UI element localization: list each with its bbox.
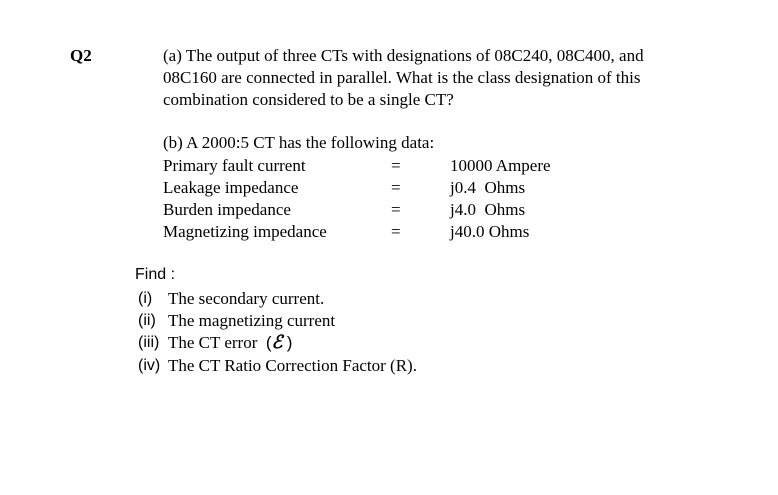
row-value-magnetizing-impedance: j40.0 Ohms (450, 222, 530, 241)
row-label-magnetizing-impedance: Magnetizing impedance (163, 222, 327, 241)
find-item-number: (i) (138, 290, 153, 307)
row-value-burden-impedance: j4.0 Ohms (450, 200, 526, 219)
paren-open: ( (265, 333, 272, 352)
question-label: Q2 (70, 46, 92, 65)
find-item-number: (iii) (138, 334, 160, 351)
row-label-primary-fault-current: Primary fault current (163, 156, 306, 175)
row-equals: = (391, 156, 401, 175)
find-item-text: The CT error (168, 333, 258, 352)
row-value-primary-fault-current: 10000 Ampere (450, 156, 551, 175)
part-a-line-3: combination considered to be a single CT? (163, 90, 454, 109)
find-item-number: (iv) (138, 357, 161, 374)
row-label-burden-impedance: Burden impedance (163, 200, 291, 219)
row-value-leakage-impedance: j0.4 Ohms (450, 178, 526, 197)
paren-close: ) (286, 333, 293, 352)
part-a-line-1: (a) The output of three CTs with designations of 08C240, 08C400, and (163, 46, 644, 65)
part-a-line-2: 08C160 are connected in parallel. What is the class designation of this (163, 68, 641, 87)
row-equals: = (391, 200, 401, 219)
part-b-title: (b) A 2000:5 CT has the following data: (163, 133, 435, 152)
find-item-number: (ii) (138, 312, 156, 329)
find-item-text: The magnetizing current (168, 311, 336, 330)
row-equals: = (391, 222, 401, 241)
find-item-text: The CT Ratio Correction Factor (R). (168, 356, 417, 375)
row-label-leakage-impedance: Leakage impedance (163, 178, 299, 197)
epsilon-symbol: ℰ (271, 332, 283, 353)
find-label: Find : (135, 266, 176, 283)
part-a-paragraph (163, 45, 733, 111)
find-item-ct-error (168, 332, 292, 354)
find-item-text: The secondary current. (168, 289, 325, 308)
row-equals: = (391, 178, 401, 197)
